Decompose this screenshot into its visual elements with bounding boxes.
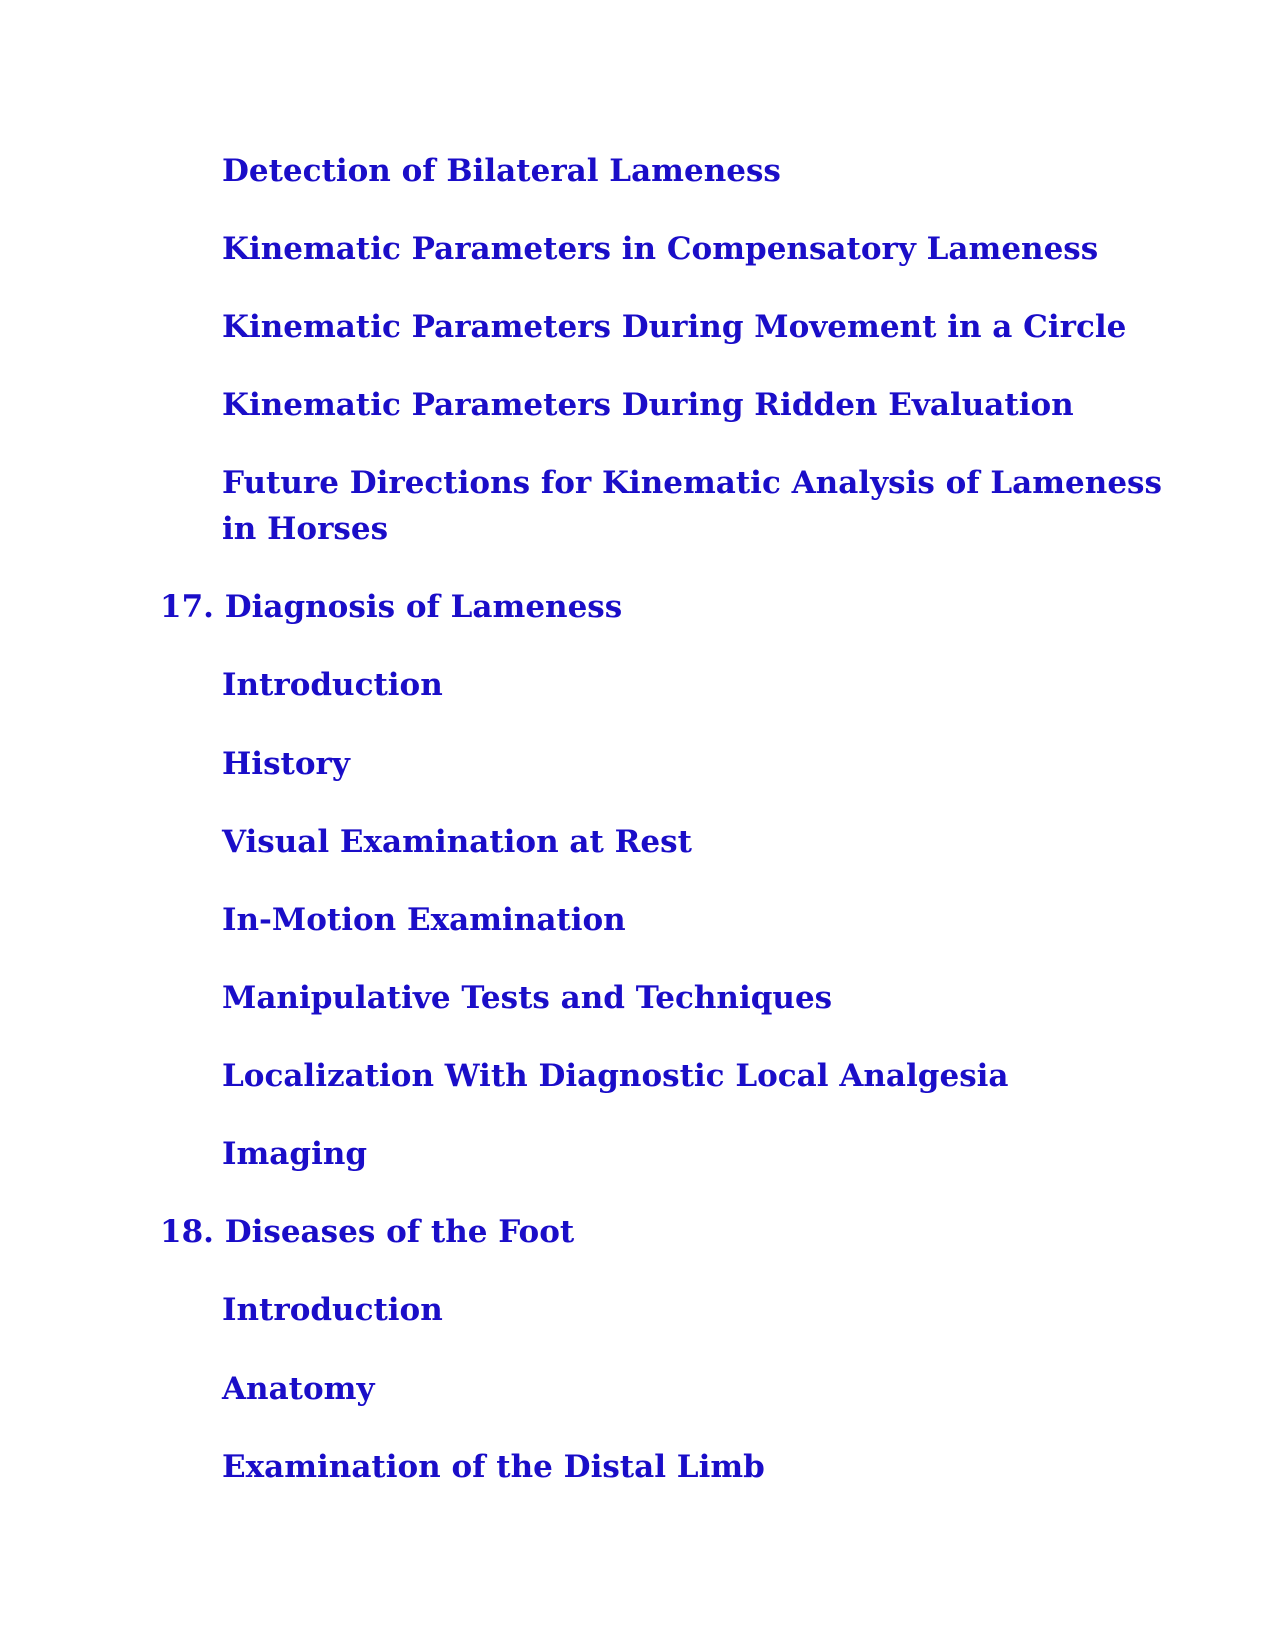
toc-link-future-directions-kinematic-analysis-continued[interactable]: in Horses xyxy=(222,511,389,547)
toc-link-history[interactable]: History xyxy=(222,746,350,782)
toc-link-anatomy[interactable]: Anatomy xyxy=(222,1371,375,1407)
toc-link-in-motion-examination[interactable]: In-Motion Examination xyxy=(222,902,626,938)
toc-chapter-17-diagnosis-of-lameness[interactable]: 17. Diagnosis of Lameness xyxy=(160,589,623,625)
toc-chapter-18-diseases-of-the-foot[interactable]: 18. Diseases of the Foot xyxy=(160,1214,575,1250)
toc-link-detection-of-bilateral-lameness[interactable]: Detection of Bilateral Lameness xyxy=(222,153,781,189)
toc-link-introduction[interactable]: Introduction xyxy=(222,1292,443,1328)
toc-link-examination-of-distal-limb[interactable]: Examination of the Distal Limb xyxy=(222,1449,765,1485)
toc-link-imaging[interactable]: Imaging xyxy=(222,1136,368,1172)
toc-link-introduction[interactable]: Introduction xyxy=(222,667,443,703)
toc-link-future-directions-kinematic-analysis[interactable]: Future Directions for Kinematic Analysis of Lameness xyxy=(222,465,1162,501)
toc-link-kinematic-parameters-ridden-evaluation[interactable]: Kinematic Parameters During Ridden Evaluation xyxy=(222,387,1074,423)
toc-link-kinematic-parameters-movement-circle[interactable]: Kinematic Parameters During Movement in a Circle xyxy=(222,309,1127,345)
toc-link-visual-examination-at-rest[interactable]: Visual Examination at Rest xyxy=(222,824,692,860)
toc-link-kinematic-parameters-compensatory-lameness[interactable]: Kinematic Parameters in Compensatory Lameness xyxy=(222,231,1099,267)
toc-link-localization-diagnostic-local-analgesia[interactable]: Localization With Diagnostic Local Analgesia xyxy=(222,1058,1009,1094)
toc-link-manipulative-tests-techniques[interactable]: Manipulative Tests and Techniques xyxy=(222,980,833,1016)
